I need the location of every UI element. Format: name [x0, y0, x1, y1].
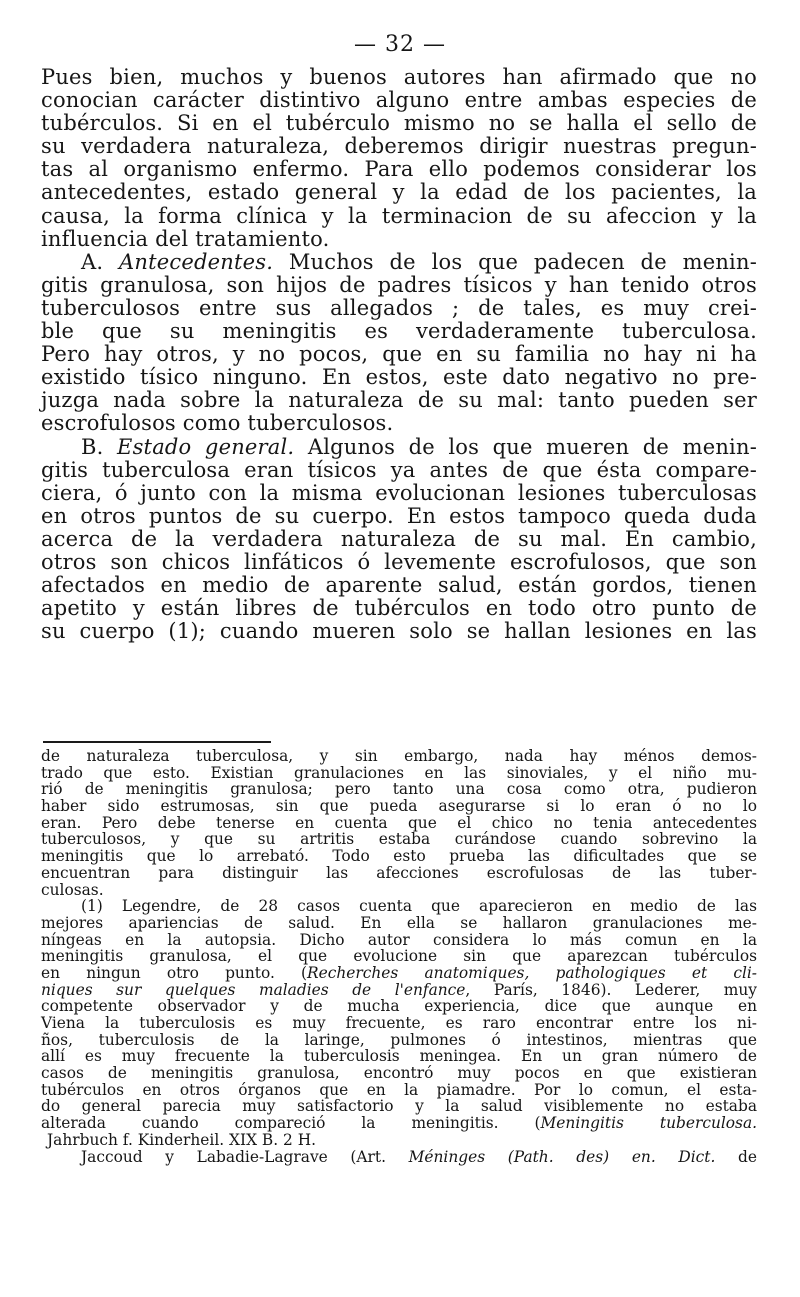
main-text: [41, 66, 757, 643]
page-number: — 32 —: [354, 32, 446, 57]
footnote-line: eran. Pero debe tenerse en cuenta que el chico no tenia antecedentes: [41, 813, 757, 832]
body-text-line: ciera, ó junto con la misma evolucionan lesiones tuberculosas: [41, 480, 757, 505]
footnote-line: Viena la tuberculosis es muy frecuente, es raro encontrar entre los ni-: [41, 1014, 757, 1032]
text-span: A.: [81, 249, 120, 274]
footnote-line: meningitis granulosa, el que evolucione sin que aparezcan tubérculos: [41, 947, 757, 966]
footnote-line: trado que esto. Existian granulaciones en las sinoviales, y el niño mu-: [41, 763, 757, 782]
text-span: , París, 1846). Lederer, muy: [465, 980, 757, 999]
footnote-separator: [43, 741, 271, 743]
footnote-line: allí es muy frecuente la tuberculosis meningea. En un gran número de: [41, 1047, 757, 1066]
body-text-line: otros son chicos linfáticos ó levemente escrofulosos, que son: [41, 549, 757, 574]
body-text-line: [41, 251, 757, 274]
italic-text: Méninges (Path. des) en. Dict.: [408, 1147, 716, 1166]
italic-text: Estado general.: [117, 434, 295, 459]
footnote-line: mejores apariencias de salud. En ella se hallaron granulaciones me-: [41, 913, 757, 932]
body-text-line: gitis granulosa, son hijos de padres tísicos y han tenido otros: [41, 272, 757, 297]
italic-text: Recherches anatomiques, pathologiques et cli-: [307, 963, 757, 982]
body-text-line: Pues bien, muchos y buenos autores han afirmado que no: [41, 65, 757, 89]
footnote-line: encuentran para distinguir las afecciones escrofulosas de las tuber-: [41, 863, 757, 882]
body-text-line: su verdadera naturaleza, deberemos dirigir nuestras pregun-: [41, 134, 757, 159]
footnote-line: de naturaleza tuberculosa, y sin embargo, nada hay ménos demos-: [41, 747, 757, 765]
footnote-line: níngeas en la autopsia. Dicho autor considera lo más comun en la: [41, 930, 757, 949]
italic-text: Meningitis tuberculosa.: [540, 1114, 758, 1133]
body-text-line: en otros puntos de su cuerpo. En estos tampoco queda duda: [41, 503, 757, 528]
footnote-line: meningitis que lo arrebató. Todo esto prueba las dificultades que se: [41, 847, 757, 866]
text-span: Algunos de los que mueren de menin-: [294, 434, 757, 459]
footnote-line: [41, 982, 757, 999]
body-text-line: influencia del tratamiento.: [41, 226, 330, 251]
body-text-line: antecedentes, estado general y la edad de los pacientes, la: [41, 180, 757, 205]
footnote-line: competente observador y de mucha experiencia, dice que aunque en: [41, 997, 757, 1016]
footnote-line: culosas.: [41, 880, 104, 899]
footnote-line: [41, 1115, 757, 1132]
body-text-line: afectados en medio de aparente salud, están gordos, tienen: [41, 573, 757, 598]
text-span: B.: [81, 434, 118, 459]
italic-text: niques sur quelques maladies de l'enfance: [41, 980, 466, 999]
footnote-line: (1) Legendre, de 28 casos cuenta que aparecieron en medio de las: [81, 897, 757, 916]
footnote-line: rió de meningitis granulosa; pero tanto una cosa como otra, pudieron: [41, 780, 757, 799]
body-text-line: apetito y están libres de tubérculos en todo otro punto de: [41, 596, 757, 621]
body-text-line: tuberculosos entre sus allegados ; de tales, es muy crei-: [41, 295, 757, 320]
footnote-line: haber sido estrumosas, sin que pueda asegurarse si lo eran ó no lo: [41, 797, 757, 816]
body-text-line: causa, la forma clínica y la terminacion de su afeccion y la: [41, 203, 757, 228]
body-text-line: tas al organismo enfermo. Para ello podemos considerar los: [41, 157, 757, 182]
body-text-line: [41, 436, 757, 459]
text-span: Jaccoud y Labadie-Lagrave (Art.: [81, 1147, 409, 1166]
body-text-line: acerca de la verdadera naturaleza de su mal. En cambio,: [41, 526, 757, 551]
text-span: de: [715, 1147, 758, 1166]
italic-text: Antecedentes.: [119, 249, 274, 274]
footnote-line: do general parecia muy satisfactorio y la salud visiblemente no estaba: [41, 1097, 757, 1116]
body-text-line: existido tísico ninguno. En estos, este dato negativo no pre-: [41, 365, 757, 390]
footnote-line: tubérculos en otros órganos que en la piamadre. Por lo comun, el esta-: [41, 1080, 757, 1099]
body-text-line: escrofulosos como tuberculosos.: [41, 411, 394, 436]
body-text-line: ble que su meningitis es verdaderamente tuberculosa.: [41, 319, 757, 344]
footnote-line: Jahrbuch f. Kinderheil. XIX B. 2 H.: [47, 1130, 317, 1149]
body-text-line: Pero hay otros, y no pocos, que en su familia no hay ni ha: [41, 342, 757, 367]
text-span: alterada cuando compareció la meningitis. (: [41, 1114, 541, 1133]
footnote-line: ños, tuberculosis de la laringe, pulmones ó intestinos, mientras que: [41, 1030, 757, 1049]
footnote-line: [41, 965, 757, 982]
footnote-line: [41, 1149, 757, 1166]
body-text-line: juzga nada sobre la naturaleza de su mal: tanto pueden ser: [41, 388, 757, 413]
body-text-line: conocian carácter distintivo alguno entre ambas especies de: [41, 88, 757, 113]
body-text-line: su cuerpo (1); cuando mueren solo se hallan lesiones en las: [41, 619, 757, 644]
text-span: en ningun otro punto. (: [41, 963, 308, 982]
footnote-line: tuberculosos, y que su artritis estaba curándose cuando sobrevino la: [41, 830, 757, 849]
footnote-line: casos de meningitis granulosa, encontró muy pocos en que existieran: [41, 1064, 757, 1083]
footnotes: [41, 748, 757, 1165]
body-text-line: tubérculos. Si en el tubérculo mismo no se halla el sello de: [41, 111, 757, 136]
body-text-line: gitis tuberculosa eran tísicos ya antes de que ésta compare-: [41, 457, 757, 482]
text-span: Muchos de los que padecen de menin-: [273, 249, 757, 274]
